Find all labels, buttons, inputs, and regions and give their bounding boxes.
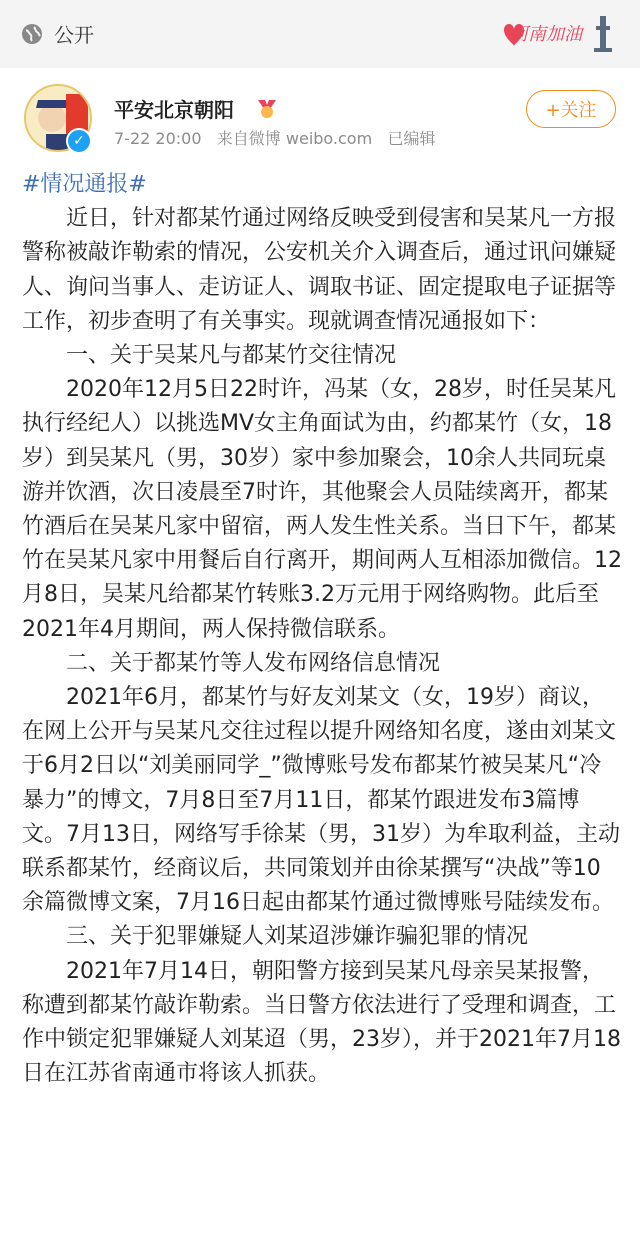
medal-icon (254, 94, 280, 120)
section-heading-2: 二、关于都某竹等人发布网络信息情况 (66, 650, 441, 676)
timestamp: 7-22 20:00 (114, 129, 202, 148)
paragraph-intro: 近日，针对都某竹通过网络反映受到侵害和吴某凡一方报警称被敲诈勒索的情况，公安机关介入调查后，通过讯问嫌疑人、询问当事人、走访证人、调取书证、固定提取电子证据等工作，初步查明了有关事实。现就调查情况通报如下： (22, 206, 617, 334)
section-heading-1: 一、关于吴某凡与都某竹交往情况 (66, 343, 397, 369)
top-bar (0, 0, 640, 68)
post-meta (114, 126, 435, 149)
paragraph-section-1: 2020年12月5日22时许，冯某（女，28岁，时任吴某凡执行经纪人）以挑选MV女主角面试为由，约都某竹（女，18岁）到吴某凡（男，30岁）家中参加聚会，10余人共同玩桌游并饮酒，次日凌晨至7时许，其他聚会人员陆续离开，都某竹酒后在吴某凡家中留宿，两人发生性关系。当日下午，都某竹在吴某凡家中用餐后自行离开，期间两人互相添加微信。12月8日，吴某凡给都某竹转账3.2万元用于网络购物。此后至2021年4月期间，两人保持微信联系。 (22, 377, 622, 642)
paragraph-section-2: 2021年6月，都某竹与好友刘某文（女，19岁）商议，在网上公开与吴某凡交往过程以提升网络知名度，遂由刘某文于6月2日以“刘美丽同学_”微博账号发布都某竹被吴某凡“冷暴力”的博文，7月8日至7月11日，都某竹跟进发布3篇博文。7月13日，网络写手徐某（男，31岁）为牟取利益，主动联系都某竹，经商议后，共同策划并由徐某撰写“决战”等10余篇微博文案，7月16日起由都某竹通过微博账号陆续发布。 (22, 685, 620, 916)
verified-badge-icon: ✓ (66, 128, 92, 154)
globe-icon (20, 22, 44, 46)
topic-hashtag[interactable]: #情况通报# (22, 172, 147, 197)
edited-label: 已编辑 (387, 129, 436, 148)
visibility-label: 公开 (54, 23, 94, 47)
follow-button[interactable]: +关注 (526, 90, 616, 128)
username[interactable]: 平安北京朝阳 (114, 98, 234, 122)
post-header (0, 68, 640, 170)
post-body (22, 168, 622, 1091)
campaign-banner[interactable] (494, 8, 620, 60)
section-heading-3: 三、关于犯罪嫌疑人刘某迢涉嫌诈骗犯罪的情况 (66, 924, 529, 950)
post-source: 来自微博 weibo.com (216, 129, 373, 148)
visibility-indicator[interactable] (20, 19, 94, 48)
paragraph-section-3: 2021年7月14日，朝阳警方接到吴某凡母亲吴某报警，称遭到都某竹敲诈勒索。当日警方依法进行了受理和调查，工作中锁定犯罪嫌疑人刘某迢（男，23岁），并于2021年7月18日在江苏省南通市将该人抓获。 (22, 958, 621, 1087)
campaign-text: 河南加油 (510, 24, 582, 45)
